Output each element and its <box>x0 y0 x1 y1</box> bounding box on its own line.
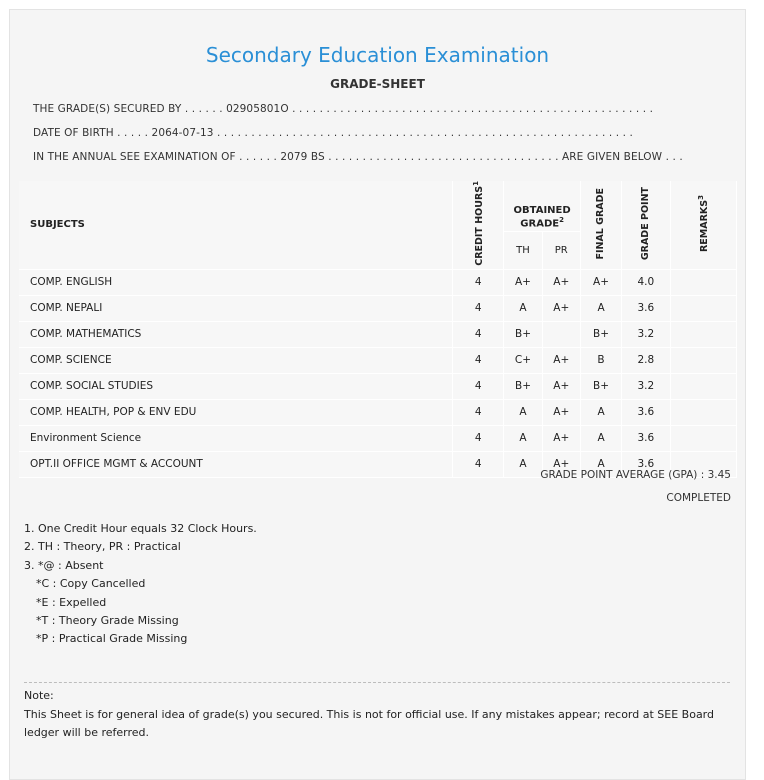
practical-grade-cell: A+ <box>542 373 580 399</box>
obtained-grade-header-label: OBTAINED GRADE <box>513 204 571 230</box>
practical-grade-cell: A+ <box>542 451 580 477</box>
theory-grade-cell: A <box>504 295 542 321</box>
table-row <box>19 399 737 425</box>
grade-point-cell: 3.2 <box>622 373 670 399</box>
footnote-credit-hour: 1. One Credit Hour equals 32 Clock Hours. <box>24 522 257 535</box>
footnote-copy-cancelled: *C : Copy Cancelled <box>36 577 146 591</box>
disclaimer-note <box>24 682 730 743</box>
subjects-header: SUBJECTS <box>19 181 453 269</box>
theory-header: TH <box>504 232 542 270</box>
practical-grade-cell: A+ <box>542 347 580 373</box>
subject-cell: COMP. NEPALI <box>19 295 453 321</box>
grade-point-cell: 3.2 <box>622 321 670 347</box>
remarks-footnote-mark: 3 <box>697 194 706 200</box>
gpa-summary: GRADE POINT AVERAGE (GPA) : 3.45 <box>540 469 731 481</box>
remarks-cell <box>670 347 737 373</box>
credit-cell: 4 <box>453 321 504 347</box>
footnote-theory-practical: 2. TH : Theory, PR : Practical <box>24 540 181 554</box>
practical-header: PR <box>542 232 580 270</box>
page-subtitle: GRADE-SHEET <box>330 77 425 91</box>
final-grade-cell: B <box>580 347 621 373</box>
theory-grade-cell: A+ <box>504 269 542 295</box>
grades-table-wrapper <box>19 181 737 478</box>
table-row <box>19 425 737 451</box>
date-of-birth-line: DATE OF BIRTH . . . . . 2064-07-13 . . . . . . . . . . . . . . . . . . . . . . . . . . . . . . . . . . . . . . . . . . . . . . . . . . . . . . . . . . . . . <box>33 127 633 139</box>
table-row <box>19 347 737 373</box>
remarks-cell <box>670 269 737 295</box>
symbol-number-line: THE GRADE(S) SECURED BY . . . . . . 02905801O . . . . . . . . . . . . . . . . . . . . . . . . . . . . . . . . . . . . . . . . . . . . . . . . . . . . . <box>33 103 654 115</box>
theory-grade-cell: A <box>504 399 542 425</box>
grade-point-cell: 2.8 <box>622 347 670 373</box>
practical-grade-cell: A+ <box>542 425 580 451</box>
subject-cell: COMP. HEALTH, POP & ENV EDU <box>19 399 453 425</box>
remarks-header <box>670 181 737 269</box>
remarks-cell <box>670 373 737 399</box>
practical-grade-cell: A+ <box>542 399 580 425</box>
final-grade-cell: A <box>580 399 621 425</box>
note-label: Note: <box>24 689 54 702</box>
table-row <box>19 295 737 321</box>
credit-cell: 4 <box>453 347 504 373</box>
subject-cell: COMP. SCIENCE <box>19 347 453 373</box>
examination-line: IN THE ANNUAL SEE EXAMINATION OF . . . . . . 2079 BS . . . . . . . . . . . . . . . . . . . . . . . . . . . . . . . . . . ARE GIVEN BELOW . . . <box>33 151 683 163</box>
credit-cell: 4 <box>453 269 504 295</box>
footnote-theory-missing: *T : Theory Grade Missing <box>36 614 179 628</box>
table-row <box>19 321 737 347</box>
final-grade-cell: A <box>580 425 621 451</box>
grades-table <box>19 181 737 478</box>
final-grade-cell: A+ <box>580 269 621 295</box>
note-text: This Sheet is for general idea of grade(s) you secured. This is not for official use. If any mistakes appear; record at SEE Board ledger will be referred. <box>24 707 714 739</box>
subject-cell: Environment Science <box>19 425 453 451</box>
completion-status: COMPLETED <box>666 492 731 504</box>
practical-grade-cell <box>542 321 580 347</box>
final-grade-cell: B+ <box>580 373 621 399</box>
final-grade-cell: A <box>580 451 621 477</box>
theory-grade-cell: C+ <box>504 347 542 373</box>
theory-grade-cell: A <box>504 425 542 451</box>
footnote-expelled: *E : Expelled <box>36 595 107 609</box>
footnote-practical-missing: *P : Practical Grade Missing <box>36 632 188 646</box>
final-grade-header-label: FINAL GRADE <box>595 187 607 260</box>
grade-point-cell: 4.0 <box>622 269 670 295</box>
grade-point-header <box>622 181 670 269</box>
credit-hours-footnote-mark: 1 <box>472 181 481 186</box>
credit-cell: 4 <box>453 425 504 451</box>
grade-point-cell: 3.6 <box>622 451 670 477</box>
credit-hours-header-label: CREDIT HOURS <box>474 185 486 266</box>
credit-cell: 4 <box>453 295 504 321</box>
theory-grade-cell: B+ <box>504 321 542 347</box>
subject-cell: OPT.II OFFICE MGMT & ACCOUNT <box>19 451 453 477</box>
credit-cell: 4 <box>453 373 504 399</box>
final-grade-header <box>580 181 621 269</box>
subject-cell: COMP. MATHEMATICS <box>19 321 453 347</box>
remarks-cell <box>670 295 737 321</box>
remarks-cell <box>670 425 737 451</box>
remarks-cell <box>670 321 737 347</box>
grade-point-cell: 3.6 <box>622 295 670 321</box>
practical-grade-cell: A+ <box>542 269 580 295</box>
page-title: Secondary Education Examination <box>205 43 550 67</box>
practical-grade-cell: A+ <box>542 295 580 321</box>
footnote-absent: 3. *@ : Absent <box>24 558 104 572</box>
obtained-grade-footnote-mark: 2 <box>559 215 564 224</box>
grade-point-cell: 3.6 <box>622 425 670 451</box>
footnotes <box>24 520 257 649</box>
table-row <box>19 373 737 399</box>
remarks-header-label: REMARKS <box>699 199 711 252</box>
theory-grade-cell: A <box>504 451 542 477</box>
credit-hours-header <box>453 181 504 269</box>
table-row <box>19 269 737 295</box>
grade-point-header-label: GRADE POINT <box>639 186 651 260</box>
final-grade-cell: B+ <box>580 321 621 347</box>
obtained-grade-header <box>504 181 581 232</box>
subject-cell: COMP. ENGLISH <box>19 269 453 295</box>
final-grade-cell: A <box>580 295 621 321</box>
remarks-cell <box>670 399 737 425</box>
credit-cell: 4 <box>453 451 504 477</box>
credit-cell: 4 <box>453 399 504 425</box>
subject-cell: COMP. SOCIAL STUDIES <box>19 373 453 399</box>
grade-sheet <box>9 9 746 780</box>
theory-grade-cell: B+ <box>504 373 542 399</box>
grade-point-cell: 3.6 <box>622 399 670 425</box>
